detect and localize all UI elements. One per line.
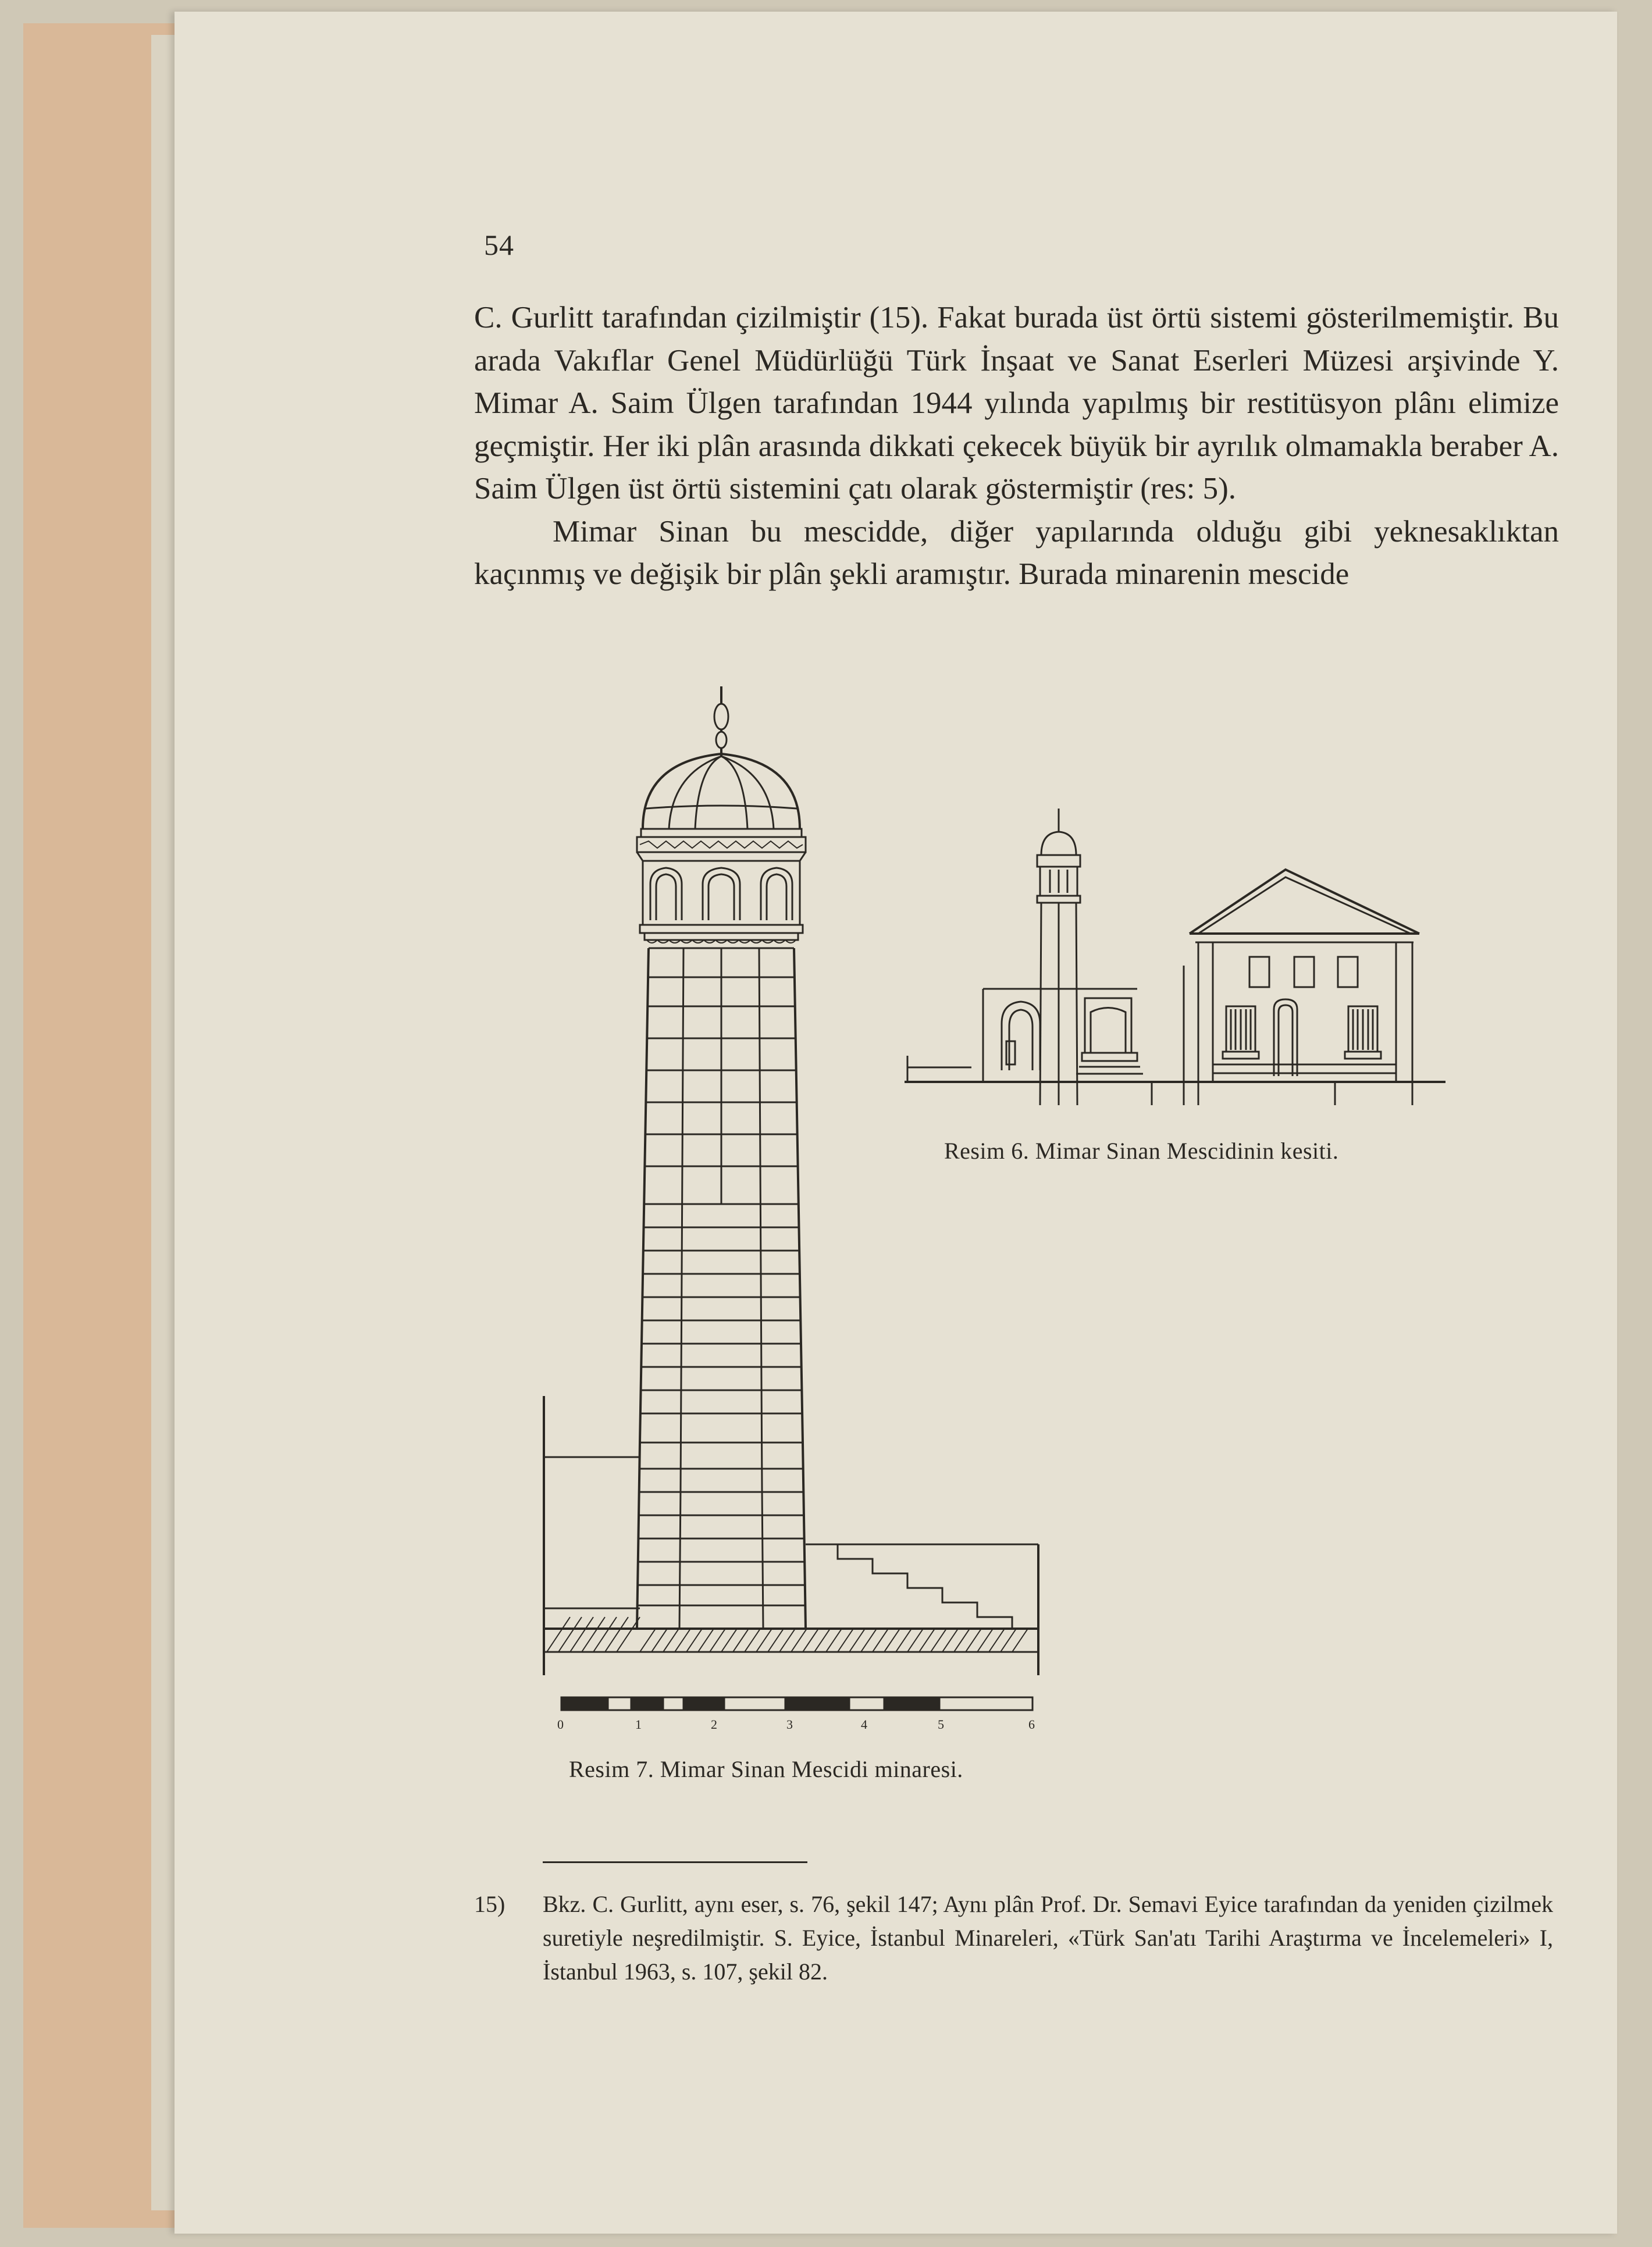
scale-label-2: 2 [711, 1717, 717, 1732]
section-drawing [905, 809, 1446, 1105]
scale-bar [561, 1697, 1032, 1710]
scale-label-4: 4 [861, 1717, 867, 1732]
scale-label-1: 1 [635, 1717, 642, 1732]
footnote-number: 15) [474, 1891, 505, 1917]
scale-label-3: 3 [786, 1717, 793, 1732]
footnote-divider [543, 1861, 807, 1863]
scale-label-5: 5 [938, 1717, 944, 1732]
scale-labels [557, 1717, 1035, 1732]
paragraph-2: Mimar Sinan bu mescidde, diğer yapılarında olduğu gibi yeknesaklıktan kaçınmış ve değişik bir plân şekli aramıştır. Burada minarenin mescide [474, 514, 1559, 591]
scale-label-6: 6 [1028, 1717, 1035, 1732]
section-caption: Resim 6. Mimar Sinan Mescidinin kesiti. [944, 1138, 1339, 1164]
footnote-15 [474, 1888, 1553, 1989]
scale-label-0: 0 [557, 1717, 564, 1732]
paragraph-1: C. Gurlitt tarafından çizilmiştir (15). Fakat burada üst örtü sistemi gösterilmemiştir. Bu arada Vakıflar Genel Müdürlüğü Türk İnşaat ve Sanat Eserleri Müzesi arşivinde Y. Mimar A. Saim Ülgen tarafından 1944 yılında yapılmış bir restitüsyon plânı elimize geçmiştir. Her iki plân arasında dikkati çekecek büyük bir ayrılık olmamakla beraber A. Saim Ülgen üst örtü sistemini çatı olarak göstermiştir (res: 5). [474, 301, 1559, 505]
minaret-drawing [544, 686, 1038, 1675]
minaret-caption: Resim 7. Mimar Sinan Mescidi minaresi. [569, 1756, 963, 1782]
page-number: 54 [484, 229, 514, 261]
footnotes [474, 1888, 1553, 1989]
footnote-text: Bkz. C. Gurlitt, aynı eser, s. 76, şekil 147; Aynı plân Prof. Dr. Semavi Eyice tarafından da yeniden çizilmek suretiyle neşredilmiştir. S. Eyice, İstanbul Minareleri, «Türk San'atı Tarihi Araştırma ve İncelemeleri» I, İstanbul 1963, s. 107, şekil 82. [543, 1891, 1553, 1985]
